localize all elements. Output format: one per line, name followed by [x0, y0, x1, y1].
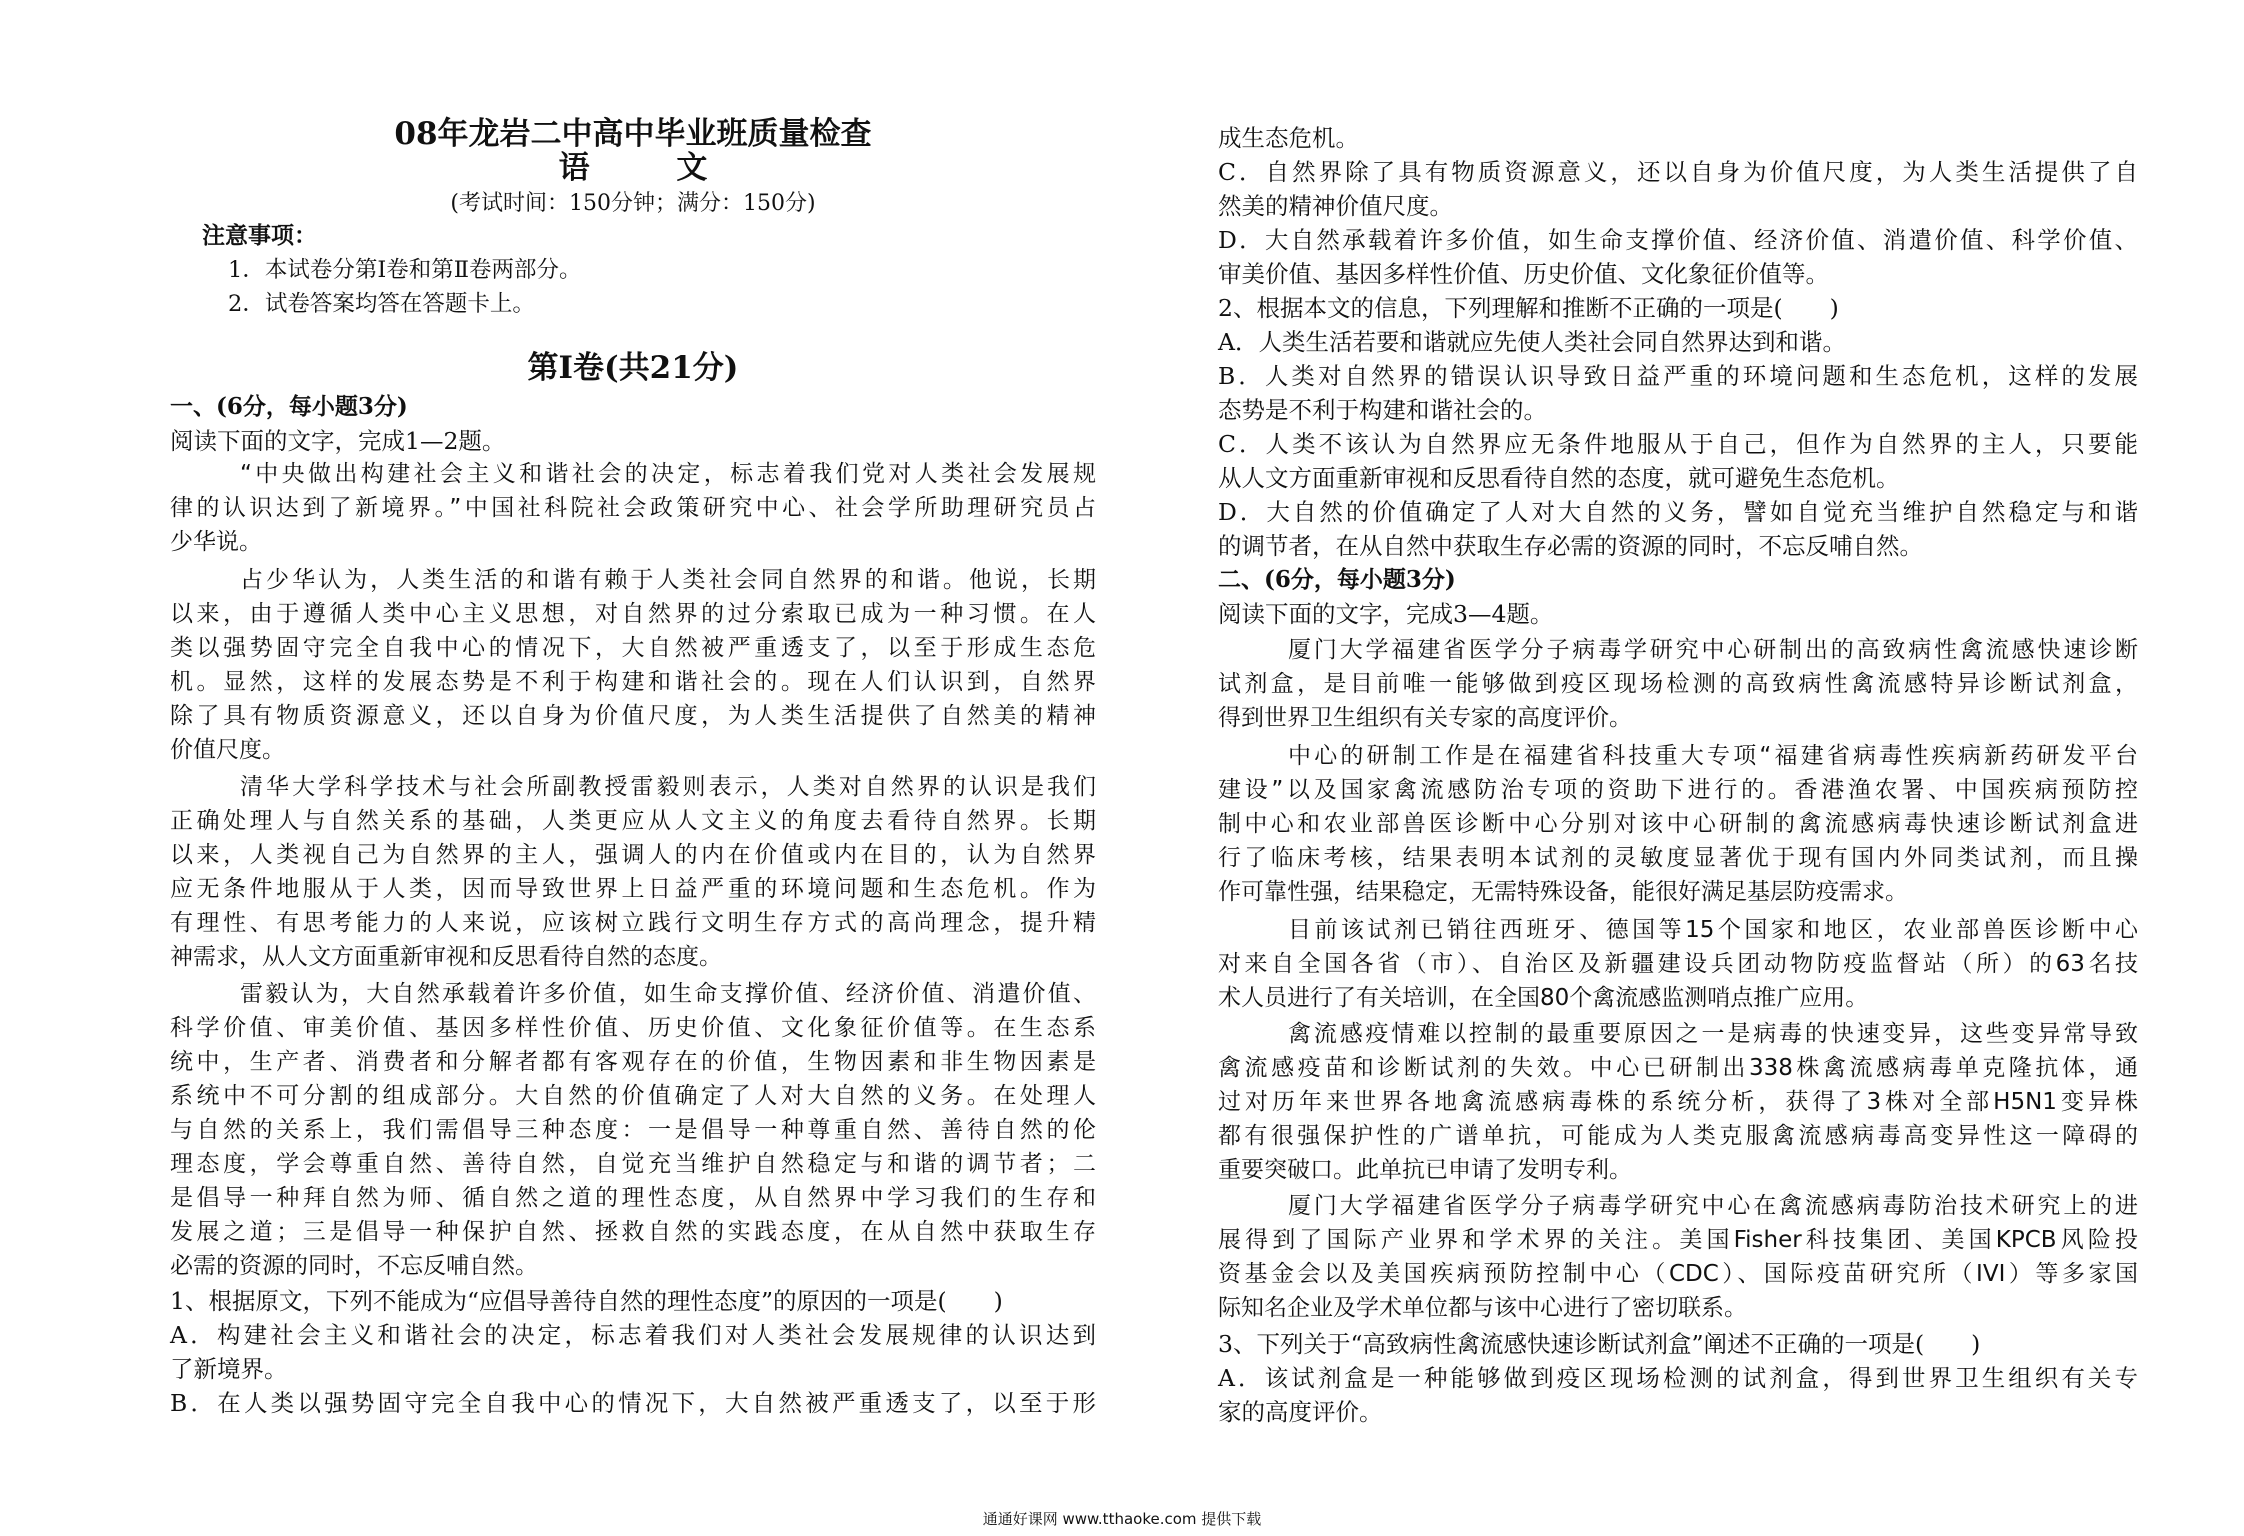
passage-line: 术人员进行了有关培训，在全国80个禽流感监测哨点推广应用。	[1218, 985, 1869, 1011]
option-line: A．构建社会主义和谐社会的决定，标志着我们对人类社会发展规律的认识达到	[170, 1321, 1096, 1349]
passage-line: 少华说。	[170, 529, 262, 555]
passage-line: 中心的研制工作是在福建省科技重大专项“福建省病毒性疾病新药研发平台	[1288, 743, 2138, 769]
option-line: C．自然界除了具有物质资源意义，还以自身为价值尺度，为人类生活提供了自	[1218, 158, 2138, 186]
passage-line: 以来，由于遵循人类中心主义思想，对自然界的过分索取已成为一种习惯。在人	[170, 601, 1096, 627]
exam-title: 08年龙岩二中高中毕业班质量检查	[394, 116, 872, 152]
option-line: B．在人类以强势固守完全自我中心的情况下，大自然被严重透支了，以至于形	[170, 1389, 1096, 1417]
exam-info: (考试时间：150分钟；满分：150分)	[450, 191, 816, 216]
option-line: 了新境界。	[170, 1355, 288, 1383]
notice-item: 1．本试卷分第Ⅰ卷和第Ⅱ卷两部分。	[228, 257, 582, 283]
question-line: 1、根据原文，下列不能成为“应倡导善待自然的理性态度”的原因的一项是( )	[170, 1287, 1003, 1315]
option-line: 态势是不利于构建和谐社会的。	[1218, 396, 1547, 424]
passage-line: 得到世界卫生组织有关专家的高度评价。	[1218, 705, 1632, 731]
passage-line: “中央做出构建社会主义和谐社会的决定，标志着我们党对人类社会发展规	[240, 461, 1096, 487]
passage-line: 与自然的关系上，我们需倡导三种态度：一是倡导一种尊重自然、善待自然的伦	[170, 1117, 1096, 1143]
passage-line: 发展之道；三是倡导一种保护自然、拯救自然的实践态度，在从自然中获取生存	[170, 1219, 1096, 1245]
passage-line: 除了具有物质资源意义，还以自身为价值尺度，为人类生活提供了自然美的精神	[170, 703, 1096, 729]
passage-line: 神需求，从人文方面重新审视和反思看待自然的态度。	[170, 944, 722, 970]
passage-line: 以来，人类视自己为自然界的主人，强调人的内在价值或内在目的，认为自然界	[170, 842, 1096, 868]
option-line: C．人类不该认为自然界应无条件地服从于自己，但作为自然界的主人，只要能	[1218, 430, 2138, 458]
notice-item: 2．试卷答案均答在答题卡上。	[228, 291, 535, 317]
section-heading: 一、(6分，每小题3分)	[170, 393, 408, 420]
option-line: 的调节者，在从自然中获取生存必需的资源的同时，不忘反哺自然。	[1218, 532, 1923, 560]
passage-line: 系统中不可分割的组成部分。大自然的价值确定了人对大自然的义务。在处理人	[170, 1083, 1096, 1109]
option-line: 成生态危机。	[1218, 124, 1359, 152]
passage-line: 制中心和农业部兽医诊断中心分别对该中心研制的禽流感病毒快速诊断试剂盒进	[1218, 811, 2138, 837]
instruction-line: 阅读下面的文字，完成1—2题。	[170, 427, 506, 455]
option-line: A．该试剂盒是一种能够做到疫区现场检测的试剂盒，得到世界卫生组织有关专	[1218, 1364, 2138, 1392]
passage-line: 重要突破口。此单抗已申请了发明专利。	[1218, 1157, 1632, 1183]
passage-line: 雷毅认为，大自然承载着许多价值，如生命支撑价值、经济价值、消遣价值、	[240, 981, 1096, 1007]
notice-heading: 注意事项：	[202, 222, 317, 249]
option-line: 审美价值、基因多样性价值、历史价值、文化象征价值等。	[1218, 260, 1829, 288]
passage-line: 厦门大学福建省医学分子病毒学研究中心研制出的高致病性禽流感快速诊断	[1288, 637, 2138, 663]
option-line: D．大自然的价值确定了人对大自然的义务，譬如自觉充当维护自然稳定与和谐	[1218, 498, 2138, 526]
passage-line: 厦门大学福建省医学分子病毒学研究中心在禽流感病毒防治技术研究上的进	[1288, 1193, 2138, 1219]
passage-line: 作可靠性强，结果稳定，无需特殊设备，能很好满足基层防疫需求。	[1218, 879, 1908, 905]
option-line: 然美的精神价值尺度。	[1218, 192, 1453, 220]
passage-line: 建设”以及国家禽流感防治专项的资助下进行的。香港渔农署、中国疾病预防控	[1218, 777, 2138, 803]
option-line: 从人文方面重新审视和反思看待自然的态度，就可避免生态危机。	[1218, 464, 1900, 492]
question-line: 3、下列关于“高致病性禽流感快速诊断试剂盒”阐述不正确的一项是( )	[1218, 1330, 1981, 1358]
passage-line: 对来自全国各省（市）、自治区及新疆建设兵团动物防疫监督站（所）的63名技	[1218, 951, 2138, 977]
option-line: A．人类生活若要和谐就应先使人类社会同自然界达到和谐。	[1218, 328, 1846, 356]
passage-line: 科学价值、审美价值、基因多样性价值、历史价值、文化象征价值等。在生态系	[170, 1015, 1096, 1041]
passage-line: 都有很强保护性的广谱单抗，可能成为人类克服禽流感病毒高变异性这一障碍的	[1218, 1123, 2138, 1149]
passage-line: 机。显然，这样的发展态势是不利于构建和谐社会的。现在人们认识到，自然界	[170, 669, 1096, 695]
passage-line: 正确处理人与自然关系的基础，人类更应从人文主义的角度去看待自然界。长期	[170, 808, 1096, 834]
passage-line: 占少华认为，人类生活的和谐有赖于人类社会同自然界的和谐。他说，长期	[240, 567, 1096, 593]
passage-line: 行了临床考核，结果表明本试剂的灵敏度显著优于现有国内外同类试剂，而且操	[1218, 845, 2138, 871]
subject-title: 语 文	[558, 150, 746, 186]
passage-line: 禽流感疫情难以控制的最重要原因之一是病毒的快速变异，这些变异常导致	[1288, 1021, 2138, 1047]
passage-line: 展得到了国际产业界和学术界的关注。美国Fisher科技集团、美国KPCB风险投	[1218, 1227, 2138, 1253]
passage-line: 禽流感疫苗和诊断试剂的失效。中心已研制出338株禽流感病毒单克隆抗体，通	[1218, 1055, 2138, 1081]
passage-line: 清华大学科学技术与社会所副教授雷毅则表示，人类对自然界的认识是我们	[240, 774, 1096, 800]
option-line: D．大自然承载着许多价值，如生命支撑价值、经济价值、消遣价值、科学价值、	[1218, 226, 2138, 254]
passage-line: 资基金会以及美国疾病预防控制中心（CDC）、国际疫苗研究所（IVI）等多家国	[1218, 1261, 2138, 1287]
passage-line: 应无条件地服从于人类，因而导致世界上日益严重的环境问题和生态危机。作为	[170, 876, 1096, 902]
passage-line: 统中，生产者、消费者和分解者都有客观存在的价值，生物因素和非生物因素是	[170, 1049, 1096, 1075]
passage-line: 目前该试剂已销往西班牙、德国等15个国家和地区，农业部兽医诊断中心	[1288, 917, 2138, 943]
section-heading: 二、(6分，每小题3分)	[1218, 566, 1456, 593]
passage-line: 是倡导一种拜自然为师、循自然之道的理性态度，从自然界中学习我们的生存和	[170, 1185, 1096, 1211]
passage-line: 有理性、有思考能力的人来说，应该树立践行文明生存方式的高尚理念，提升精	[170, 910, 1096, 936]
passage-line: 价值尺度。	[170, 737, 285, 763]
part-title: 第Ⅰ卷(共21分)	[527, 350, 739, 386]
option-line: B．人类对自然界的错误认识导致日益严重的环境问题和生态危机，这样的发展	[1218, 362, 2138, 390]
passage-line: 理态度，学会尊重自然、善待自然，自觉充当维护自然稳定与和谐的调节者；二	[170, 1151, 1096, 1177]
option-line: 家的高度评价。	[1218, 1398, 1383, 1426]
instruction-line: 阅读下面的文字，完成3—4题。	[1218, 600, 1554, 628]
passage-line: 际知名企业及学术单位都与该中心进行了密切联系。	[1218, 1295, 1747, 1321]
passage-line: 过对历年来世界各地禽流感病毒株的系统分析，获得了3株对全部H5N1变异株	[1218, 1089, 2138, 1115]
passage-line: 试剂盒，是目前唯一能够做到疫区现场检测的高致病性禽流感特异诊断试剂盒，	[1218, 671, 2138, 697]
passage-line: 必需的资源的同时，不忘反哺自然。	[170, 1253, 538, 1279]
question-line: 2、根据本文的信息，下列理解和推断不正确的一项是( )	[1218, 294, 1839, 322]
passage-line: 类以强势固守完全自我中心的情况下，大自然被严重透支了，以至于形成生态危	[170, 635, 1096, 661]
passage-line: 律的认识达到了新境界。”中国社科院社会政策研究中心、社会学所助理研究员占	[170, 495, 1096, 521]
page-footer: 通通好课网 www.tthaoke.com 提供下载	[982, 1510, 1262, 1528]
